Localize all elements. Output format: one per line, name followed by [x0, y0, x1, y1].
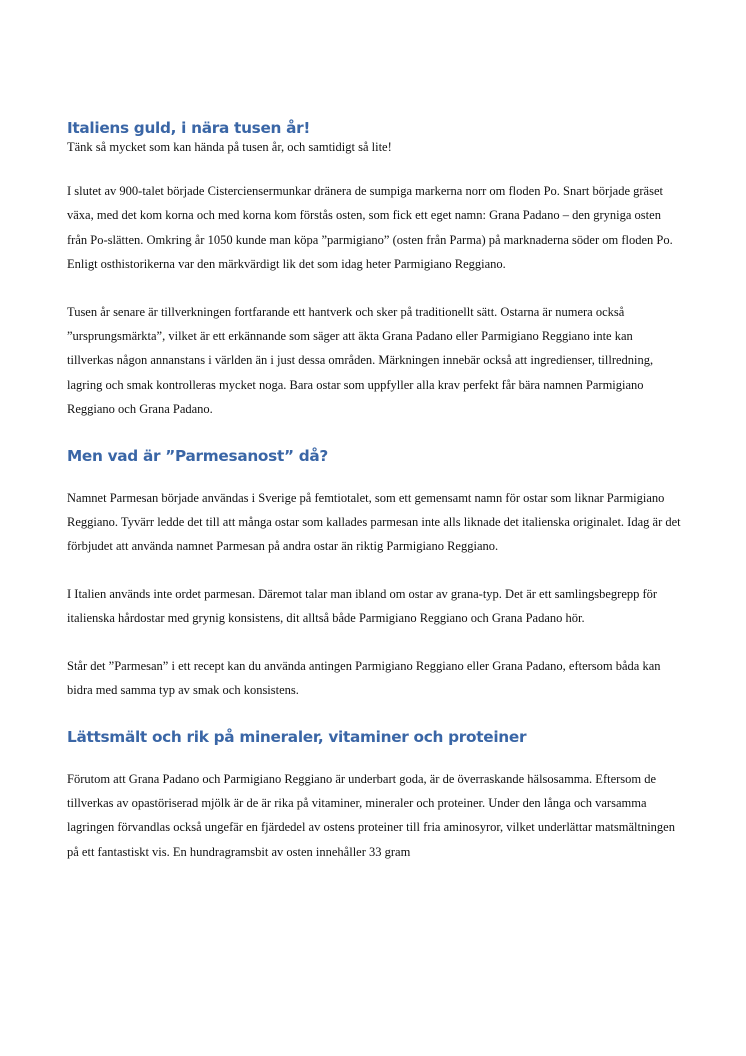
paragraph-grana-type: I Italien används inte ordet parmesan. Däremot talar man ibland om ostar av grana-typ. Det är ett samlingsbegrepp för italienska hårdostar med grynig konsistens, dit alltså både Parmigiano Reggiano och Grana Padano hör.	[67, 586, 658, 626]
paragraph-health: Förutom att Grana Padano och Parmigiano Reggiano är underbart goda, är de överraskande hälsosamma. Eftersom de tillverkas av opastöriserad mjölk är de är rika på vitaminer, mineraler och proteiner. Under den långa och varsamma lagringen förvandlas också ungefär en fjärdedel av ostens proteiner till fria aminosyror, vilket underlättar matsmältningen på ett fantastiskt vis. En hundragramsbit av osten innehåller 33 gram	[67, 771, 675, 859]
paragraph-recipe-tip: Står det ”Parmesan” i ett recept kan du använda antingen Parmigiano Reggiano eller Grana Padano, eftersom båda kan bidra med samma typ av smak och konsistens.	[67, 658, 661, 698]
document-body	[67, 118, 682, 864]
section-heading-parmesan: Men vad är ”Parmesanost” då?	[67, 446, 328, 465]
paragraph-parmesan-sweden: Namnet Parmesan började användas i Sverige på femtiotalet, som ett gemensamt namn för ostar som liknar Parmigiano Reggiano. Tyvärr ledde det till att många ostar som kallades parmesan inte alls liknade det italienska originalet. Idag är det förbjudet att använda namnet Parmesan på andra ostar än riktig Parmigiano Reggiano.	[67, 490, 681, 554]
page-subtitle: Tänk så mycket som kan hända på tusen år, och samtidigt så lite!	[67, 140, 392, 154]
section-heading-health: Lättsmält och rik på mineraler, vitaminer och proteiner	[67, 727, 527, 746]
page-title: Italiens guld, i nära tusen år!	[67, 119, 311, 137]
paragraph-history: I slutet av 900-talet började Cisterciensermunkar dränera de sumpiga markerna norr om floden Po. Snart började gräset växa, med det kom korna och med korna kom förstås osten, som fick ett eget namn: Grana Padano – den gryniga osten från Po-slätten. Omkring år 1050 kunde man köpa ”parmigiano” (osten från Parma) på marknaderna söder om floden Po. Enligt osthistorikerna var den märkvärdigt lik det som idag heter Parmigiano Reggiano.	[67, 184, 673, 272]
paragraph-tradition: Tusen år senare är tillverkningen fortfarande ett hantverk och sker på traditionellt sätt. Ostarna är numera också ”ursprungsmärkta”, vilket är ett erkännande som säger att äkta Grana Padano eller Parmigiano Reggiano inte kan tillverkas någon annanstans i världen än i just dessa områden. Märkningen innebär också att ingredienser, tillredning, lagring och smak kontrolleras mycket noga. Bara ostar som uppfyller alla krav perfekt får bära namnen Parmigiano Reggiano och Grana Padano.	[67, 304, 654, 417]
